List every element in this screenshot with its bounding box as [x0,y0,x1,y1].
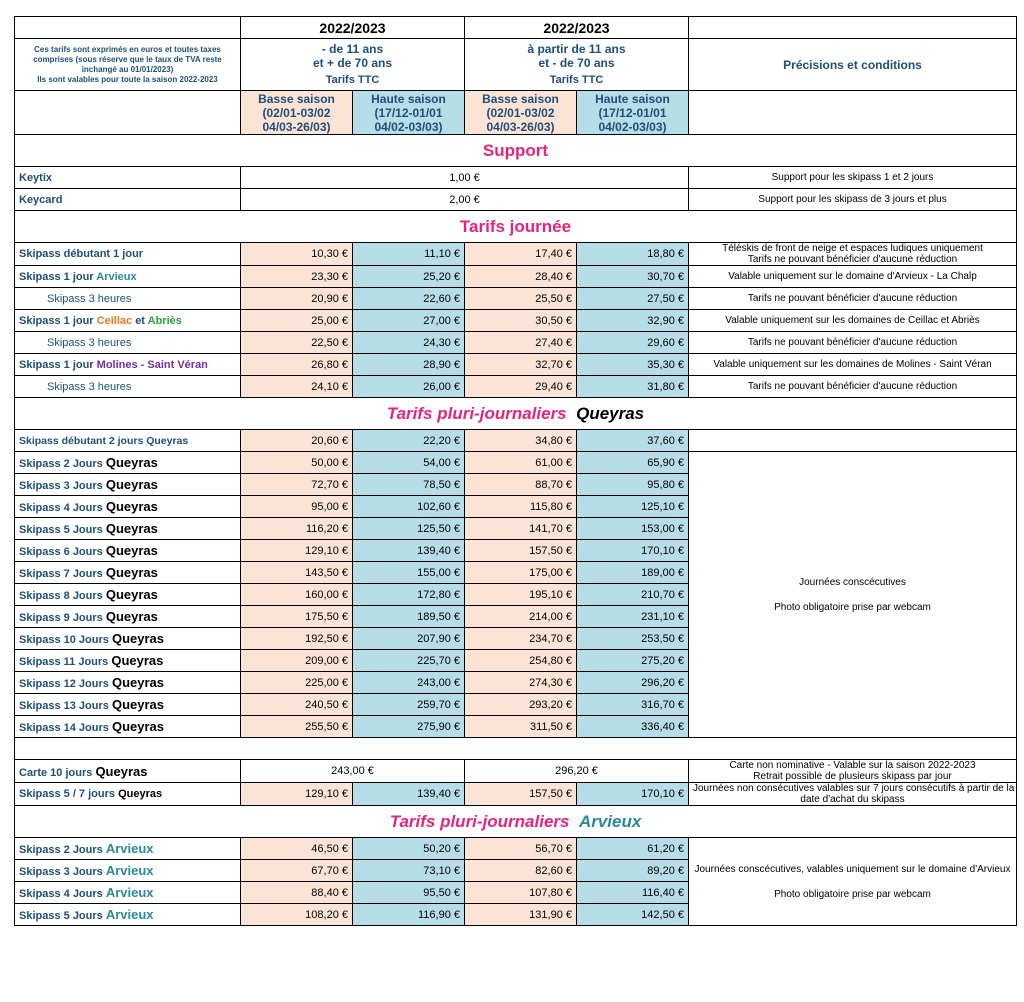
price-cell: 89,20 € [577,860,689,882]
row-label: Skipass 3 Jours Queyras [15,474,241,496]
price-cell: 142,50 € [577,904,689,926]
price-cell: 73,10 € [353,860,465,882]
price-cell: 102,60 € [353,496,465,518]
table-row [15,430,1017,452]
condition-cell: Journées conscécutives Photo obligatoire prise par webcam [689,452,1017,738]
price-cell: 27,50 € [577,288,689,310]
price-cell: 17,40 € [465,243,577,266]
empty-cell [689,17,1017,39]
price-cell: 32,90 € [577,310,689,332]
price-cell: 88,40 € [241,882,353,904]
condition-cell: Tarifs ne pouvant bénéficier d'aucune réduction [689,376,1017,398]
price-cell: 24,10 € [241,376,353,398]
table-row [15,783,1017,806]
price-cell: 116,40 € [577,882,689,904]
price-cell: 72,70 € [241,474,353,496]
price-cell: 34,80 € [465,430,577,452]
price-cell: 56,70 € [465,838,577,860]
row-label: Skipass 7 Jours Queyras [15,562,241,584]
price-cell: 20,90 € [241,288,353,310]
price-cell: 296,20 € [577,672,689,694]
price-cell: 336,40 € [577,716,689,738]
price-cell: 61,20 € [577,838,689,860]
section-title-arvieux: Tarifs pluri-journaliers Arvieux [15,806,1017,838]
price-cell: 253,50 € [577,628,689,650]
year-label: 2022/2023 [465,17,689,39]
price-cell: 234,70 € [465,628,577,650]
price-cell: 243,00 € [241,760,465,783]
row-label: Skipass 3 Jours Arvieux [15,860,241,882]
empty-cell [15,91,241,135]
price-cell: 296,20 € [465,760,689,783]
price-cell: 129,10 € [241,540,353,562]
price-cell: 28,90 € [353,354,465,376]
price-cell: 160,00 € [241,584,353,606]
tax-note: Ces tarifs sont exprimés en euros et toutes taxes comprises (sous réserve que le taux de TVA reste inchangé au 01/01/2023) Ils sont valables pour toute la saison 2022-2023 [15,39,241,91]
price-cell: 108,20 € [241,904,353,926]
price-cell: 231,10 € [577,606,689,628]
row-label: Skipass 3 heures [15,376,241,398]
row-label: Skipass débutant 1 jour [15,243,241,266]
table-row [15,376,1017,398]
price-cell: 29,40 € [465,376,577,398]
tarifs-table [14,16,1017,926]
price-cell: 157,50 € [465,540,577,562]
row-label: Skipass 13 Jours Queyras [15,694,241,716]
price-cell: 82,60 € [465,860,577,882]
price-cell: 125,10 € [577,496,689,518]
price-cell: 143,50 € [241,562,353,584]
row-label: Skipass 5 / 7 jours Queyras [15,783,241,806]
table-row [15,310,1017,332]
row-label: Keycard [15,189,241,211]
section-title-support: Support [15,135,1017,167]
row-label: Skipass 14 Jours Queyras [15,716,241,738]
price-cell: 243,00 € [353,672,465,694]
header-years [15,17,1017,39]
price-cell: 153,00 € [577,518,689,540]
price-cell: 189,50 € [353,606,465,628]
price-cell: 170,10 € [577,783,689,806]
section-title-journee: Tarifs journée [15,211,1017,243]
table-row [15,332,1017,354]
price-cell: 61,00 € [465,452,577,474]
table-row [15,354,1017,376]
price-cell: 175,50 € [241,606,353,628]
price-cell: 31,80 € [577,376,689,398]
condition-cell: Journées conscécutives, valables uniquement sur le domaine d'Arvieux Photo obligatoire prise par webcam [689,838,1017,926]
row-label: Skipass débutant 2 jours Queyras [15,430,241,452]
price-cell: 275,90 € [353,716,465,738]
price-cell: 50,00 € [241,452,353,474]
condition-cell: Valable uniquement sur les domaines de Ceillac et Abriès [689,310,1017,332]
price-cell: 254,80 € [465,650,577,672]
price-cell: 240,50 € [241,694,353,716]
age-group-adult: à partir de 11 ans et - de 70 ans Tarifs TTC [465,39,689,91]
price-cell: 95,80 € [577,474,689,496]
condition-cell: Journées non consécutives valables sur 7 jours consécutifs à partir de la date d'achat du skipass [689,783,1017,806]
price-cell: 26,80 € [241,354,353,376]
condition-cell: Carte non nominative - Valable sur la saison 2022-2023 Retrait possible de plusieurs skipass par jour [689,760,1017,783]
price-cell: 32,70 € [465,354,577,376]
price-cell: 125,50 € [353,518,465,540]
condition-cell: Téléskis de front de neige et espaces ludiques uniquement Tarifs ne pouvant bénéficier d'aucune réduction [689,243,1017,266]
arvieux-rows [15,838,1017,926]
header-ages [15,39,1017,91]
price-cell: 209,00 € [241,650,353,672]
price-cell: 107,80 € [465,882,577,904]
high-season-header: Haute saison (17/12-01/01 04/02-03/03) [577,91,689,135]
age-group-child: - de 11 ans et + de 70 ans Tarifs TTC [241,39,465,91]
price-cell: 20,60 € [241,430,353,452]
low-season-header: Basse saison (02/01-03/02 04/03-26/03) [465,91,577,135]
empty-cell [15,17,241,39]
queyras-rows [15,452,1017,738]
price-cell: 26,00 € [353,376,465,398]
price-cell: 274,30 € [465,672,577,694]
row-label: Skipass 3 heures [15,288,241,310]
price-cell: 11,10 € [353,243,465,266]
price-cell: 50,20 € [353,838,465,860]
price-cell: 311,50 € [465,716,577,738]
price-cell: 225,00 € [241,672,353,694]
price-cell: 23,30 € [241,266,353,288]
spacer-row [15,738,1017,760]
row-label: Skipass 5 Jours Queyras [15,518,241,540]
price-cell: 24,30 € [353,332,465,354]
row-label: Keytix [15,167,241,189]
price-cell: 195,10 € [465,584,577,606]
row-label: Skipass 1 jour Ceillac et Abriès [15,310,241,332]
table-row [15,243,1017,266]
price-cell: 29,60 € [577,332,689,354]
price-cell: 22,50 € [241,332,353,354]
table-row [15,838,1017,860]
condition-cell: Support pour les skipass 1 et 2 jours [689,167,1017,189]
price-cell: 95,00 € [241,496,353,518]
price-cell: 27,00 € [353,310,465,332]
row-label: Skipass 4 Jours Queyras [15,496,241,518]
price-cell: 65,90 € [577,452,689,474]
row-label: Skipass 2 Jours Queyras [15,452,241,474]
price-cell: 78,50 € [353,474,465,496]
price-cell: 129,10 € [241,783,353,806]
price-cell: 214,00 € [465,606,577,628]
price-cell: 316,70 € [577,694,689,716]
table-row [15,288,1017,310]
row-label: Skipass 9 Jours Queyras [15,606,241,628]
price-cell: 37,60 € [577,430,689,452]
row-label: Skipass 1 jour Molines - Saint Véran [15,354,241,376]
row-label: Skipass 11 Jours Queyras [15,650,241,672]
price-cell: 293,20 € [465,694,577,716]
price-cell: 175,00 € [465,562,577,584]
price-cell: 10,30 € [241,243,353,266]
price-cell: 139,40 € [353,783,465,806]
condition-cell: Tarifs ne pouvant bénéficier d'aucune réduction [689,332,1017,354]
row-label: Skipass 6 Jours Queyras [15,540,241,562]
price-cell: 25,00 € [241,310,353,332]
table-row [15,266,1017,288]
row-label: Skipass 8 Jours Queyras [15,584,241,606]
row-label: Skipass 2 Jours Arvieux [15,838,241,860]
price-cell: 155,00 € [353,562,465,584]
price-cell: 27,40 € [465,332,577,354]
price-cell: 189,00 € [577,562,689,584]
price-cell: 54,00 € [353,452,465,474]
price-cell: 28,40 € [465,266,577,288]
row-label: Skipass 5 Jours Arvieux [15,904,241,926]
price-cell: 131,90 € [465,904,577,926]
condition-cell: Support pour les skipass de 3 jours et plus [689,189,1017,211]
price-cell: 95,50 € [353,882,465,904]
price-cell: 30,70 € [577,266,689,288]
condition-cell: Tarifs ne pouvant bénéficier d'aucune réduction [689,288,1017,310]
price-cell: 141,70 € [465,518,577,540]
low-season-header: Basse saison (02/01-03/02 04/03-26/03) [241,91,353,135]
table-row [15,760,1017,783]
price-cell: 22,60 € [353,288,465,310]
condition-cell: Valable uniquement sur les domaines de Molines - Saint Véran [689,354,1017,376]
price-cell: 88,70 € [465,474,577,496]
price-cell: 25,50 € [465,288,577,310]
price-cell: 259,70 € [353,694,465,716]
price-cell: 2,00 € [241,189,689,211]
price-cell: 170,10 € [577,540,689,562]
row-label: Carte 10 jours Queyras [15,760,241,783]
price-cell: 139,40 € [353,540,465,562]
high-season-header: Haute saison (17/12-01/01 04/02-03/03) [353,91,465,135]
empty-cell [689,91,1017,135]
price-cell: 1,00 € [241,167,689,189]
table-row [15,189,1017,211]
price-cell: 275,20 € [577,650,689,672]
price-cell: 18,80 € [577,243,689,266]
empty-cell [689,430,1017,452]
price-cell: 25,20 € [353,266,465,288]
row-label: Skipass 10 Jours Queyras [15,628,241,650]
price-cell: 210,70 € [577,584,689,606]
price-cell: 115,80 € [465,496,577,518]
condition-cell: Valable uniquement sur le domaine d'Arvieux - La Chalp [689,266,1017,288]
table-row [15,167,1017,189]
price-cell: 157,50 € [465,783,577,806]
row-label: Skipass 12 Jours Queyras [15,672,241,694]
price-cell: 30,50 € [465,310,577,332]
price-cell: 116,20 € [241,518,353,540]
row-label: Skipass 1 jour Arvieux [15,266,241,288]
price-cell: 22,20 € [353,430,465,452]
price-cell: 67,70 € [241,860,353,882]
year-label: 2022/2023 [241,17,465,39]
row-label: Skipass 4 Jours Arvieux [15,882,241,904]
table-row [15,452,1017,474]
price-cell: 192,50 € [241,628,353,650]
price-cell: 35,30 € [577,354,689,376]
price-cell: 207,90 € [353,628,465,650]
price-cell: 46,50 € [241,838,353,860]
price-cell: 255,50 € [241,716,353,738]
price-cell: 116,90 € [353,904,465,926]
price-cell: 172,80 € [353,584,465,606]
precisions-header: Précisions et conditions [689,39,1017,91]
section-title-queyras: Tarifs pluri-journaliers Queyras [15,398,1017,430]
price-cell: 225,70 € [353,650,465,672]
header-seasons [15,91,1017,135]
row-label: Skipass 3 heures [15,332,241,354]
